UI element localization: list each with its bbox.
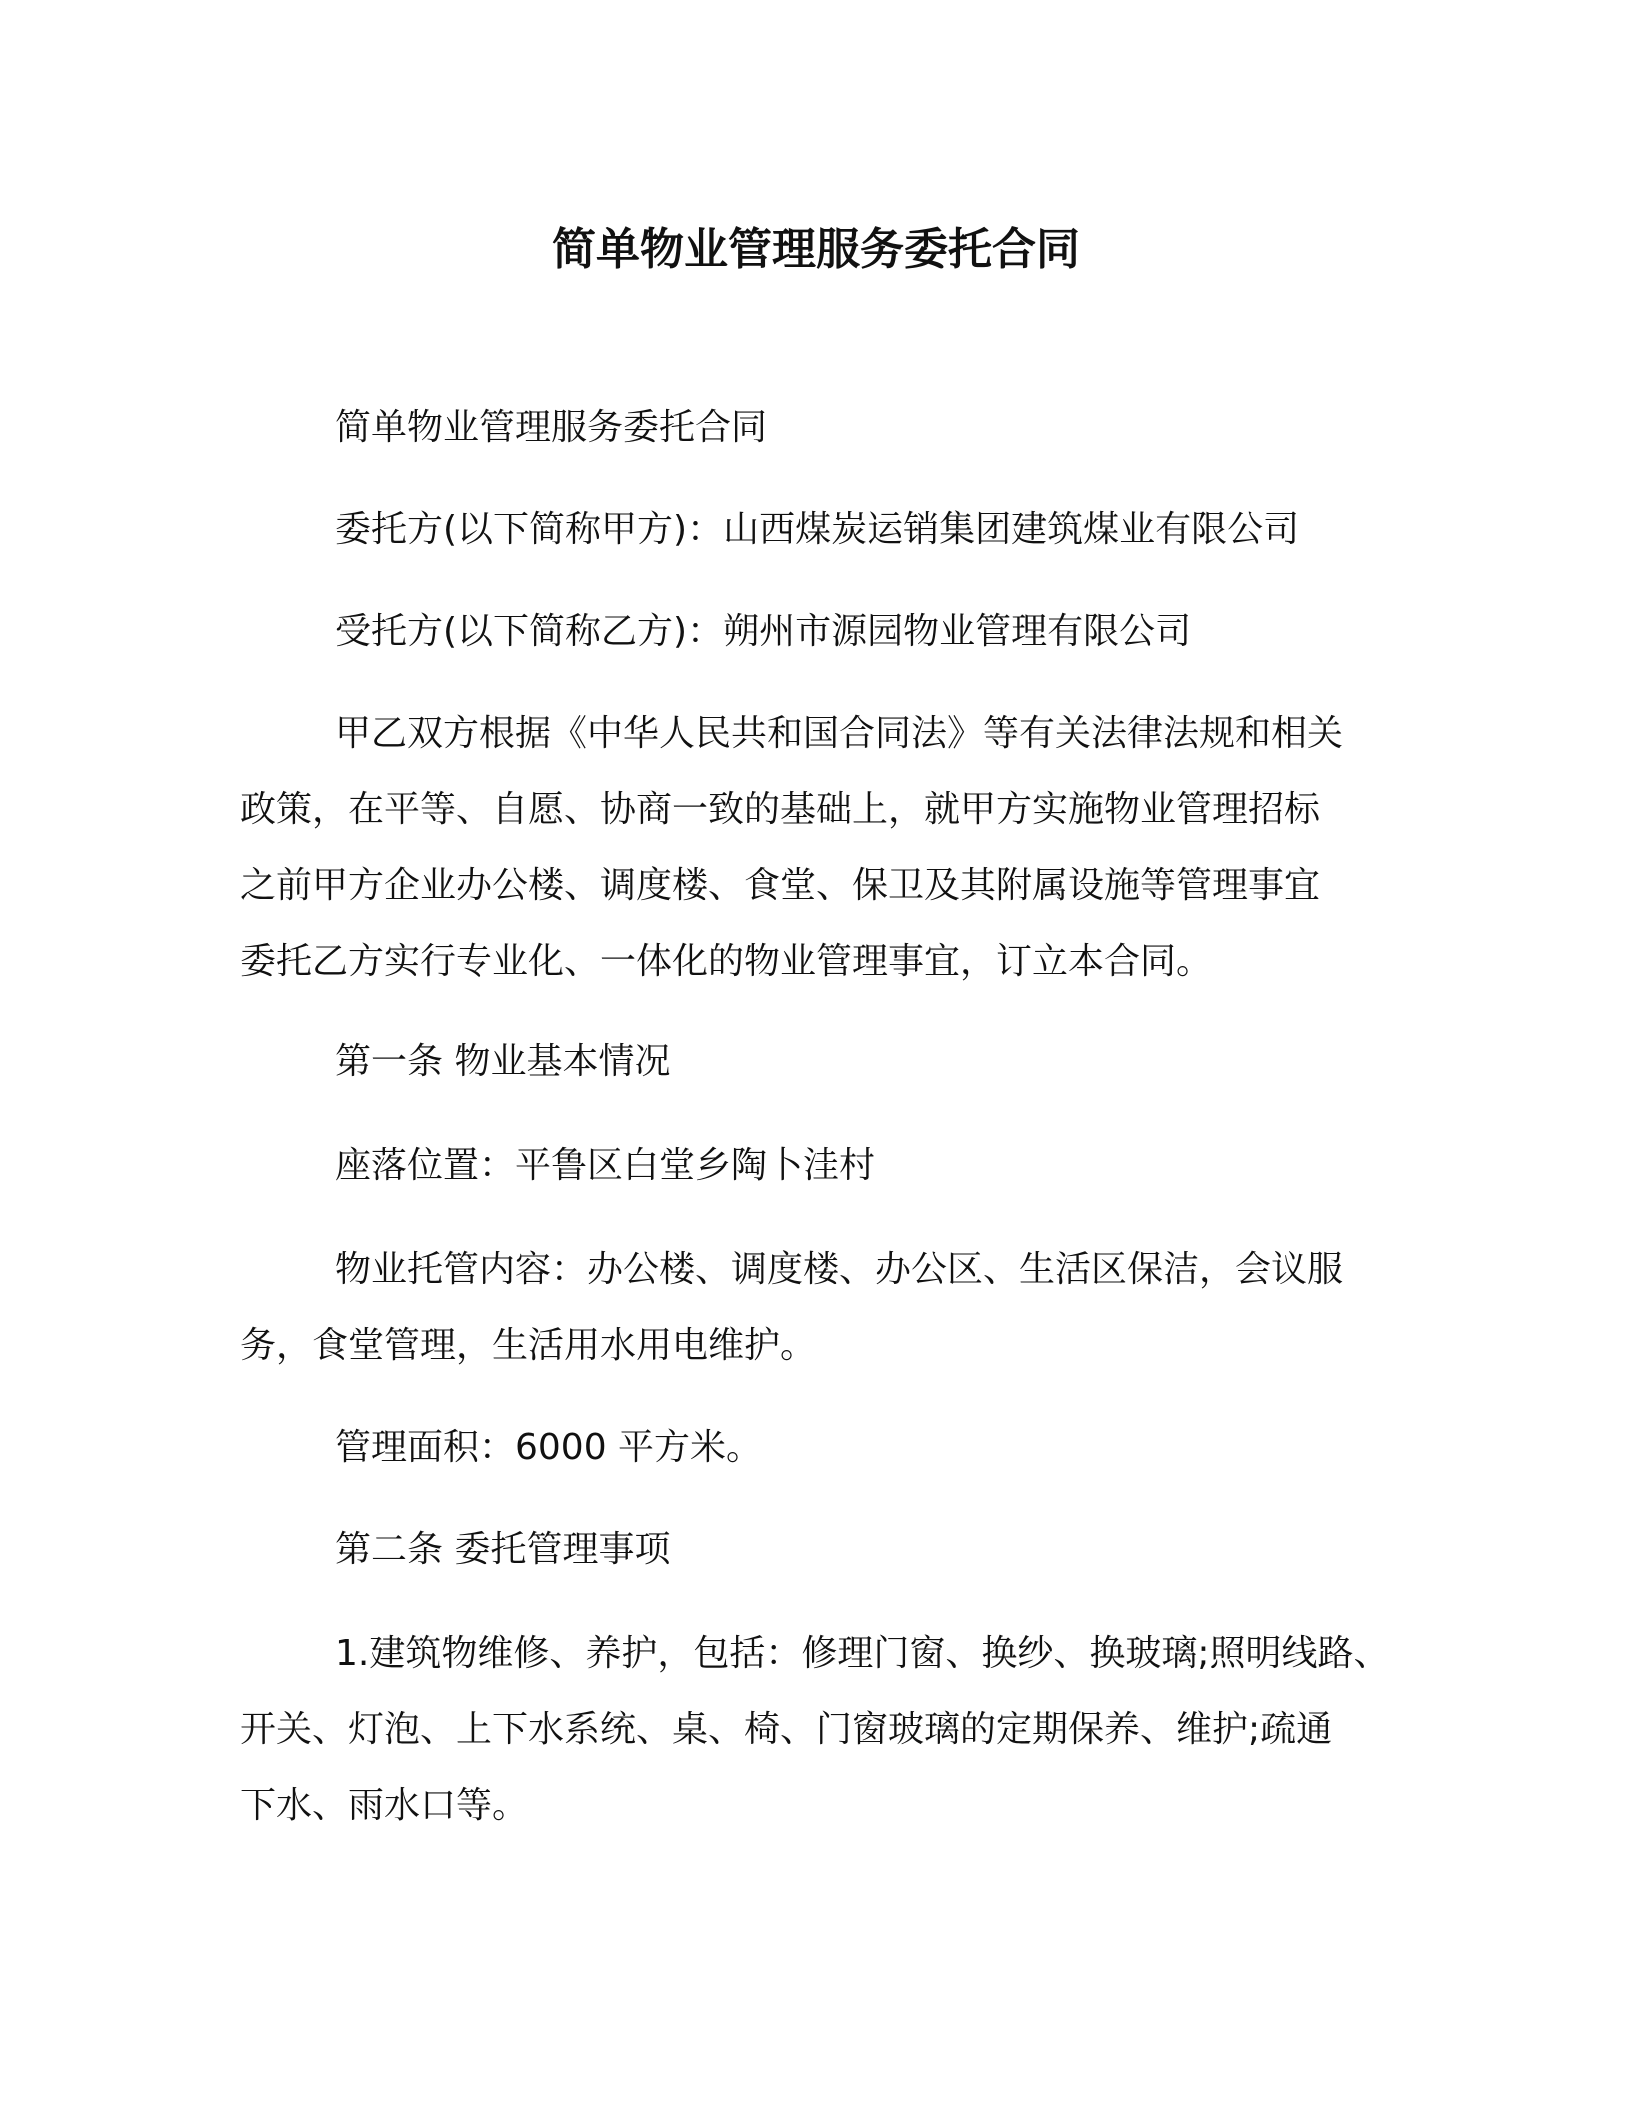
paragraph-line: 之前甲方企业办公楼、调度楼、食堂、保卫及其附属设施等管理事宜 [240,865,1321,906]
paragraph-line: 开关、灯泡、上下水系统、桌、椅、门窗玻璃的定期保养、维护;疏通 [240,1709,1333,1750]
paragraph-area [240,1410,1400,1486]
article-two-heading [240,1512,1400,1588]
paragraph-line: 第一条 物业基本情况 [335,1041,671,1082]
paragraph-line: 物业托管内容：办公楼、调度楼、办公区、生活区保洁，会议服 [335,1249,1344,1290]
paragraph-line: 委托乙方实行专业化、一体化的物业管理事宜，订立本合同。 [240,941,1213,982]
paragraph-item-1 [240,1616,1400,1844]
paragraph-line: 座落位置：平鲁区白堂乡陶卜洼村 [335,1145,876,1186]
paragraph-party-a [240,492,1400,568]
paragraph-preamble [240,696,1400,1000]
paragraph-line: 简单物业管理服务委托合同 [335,407,768,448]
paragraph-line: 甲乙双方根据《中华人民共和国合同法》等有关法律法规和相关 [335,713,1344,754]
paragraph-line: 委托方(以下简称甲方)：山西煤炭运销集团建筑煤业有限公司 [335,509,1300,550]
paragraph-party-b [240,594,1400,670]
paragraph-service-content [240,1232,1400,1384]
paragraph-line: 管理面积：6000 平方米。 [335,1427,763,1468]
paragraph-line: 受托方(以下简称乙方)：朔州市源园物业管理有限公司 [335,611,1192,652]
paragraph-line: 第二条 委托管理事项 [335,1529,671,1570]
article-one-heading [240,1024,1400,1100]
paragraph-line: 1.建筑物维修、养护，包括：修理门窗、换纱、换玻璃;照明线路、 [335,1633,1390,1674]
paragraph-line: 下水、雨水口等。 [240,1785,529,1826]
paragraph-line: 政策，在平等、自愿、协商一致的基础上，就甲方实施物业管理招标 [240,789,1321,830]
paragraph-heading-repeat [240,390,1400,466]
paragraph-line: 务，食堂管理，生活用水用电维护。 [240,1325,817,1366]
document-title: 简单物业管理服务委托合同 [552,224,1080,275]
paragraph-location [240,1128,1400,1204]
